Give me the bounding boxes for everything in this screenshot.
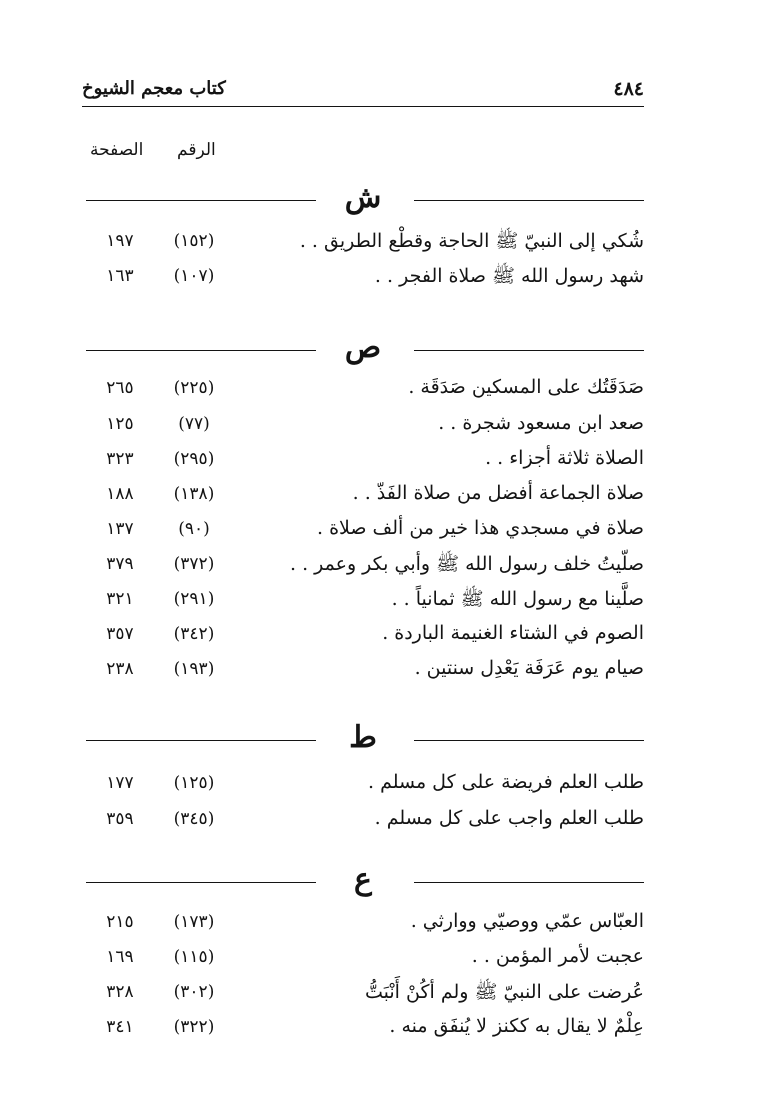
section-heading-ain: [82, 862, 644, 902]
index-entry: [82, 941, 644, 977]
entry-number: (١٥٢): [173, 231, 215, 251]
index-entry: [82, 443, 644, 479]
entry-text: صلَّينا مع رسول الله ﷺ ثمانياً . .: [391, 588, 644, 610]
book-title: كتاب معجم الشيوخ: [82, 78, 226, 99]
entry-page: ٣٢٣: [106, 449, 134, 469]
entry-page: ١٧٧: [106, 773, 134, 793]
entry-number: (٣٧٢): [173, 554, 215, 574]
index-entry: [82, 906, 644, 942]
entry-number: (١٧٣): [173, 912, 215, 932]
index-entry: [82, 372, 644, 408]
entry-page: ٢٣٨: [106, 659, 134, 679]
entry-page: ١٣٧: [106, 519, 134, 539]
entry-number: (٣٠٢): [173, 982, 215, 1002]
entry-number: (٢٢٥): [173, 378, 215, 398]
entry-text: صعد ابن مسعود شجرة . .: [438, 412, 644, 434]
entry-number: (٣٢٢): [173, 1017, 215, 1037]
entry-number: (١١٥): [173, 947, 215, 967]
index-entry: [82, 618, 644, 654]
entry-page: ٣٢٨: [106, 982, 134, 1002]
entry-text: عُرضت على النبيّ ﷺ ولم أكُنْ أَنْبَتُّ: [365, 981, 644, 1003]
entry-number: (١٣٨): [173, 484, 215, 504]
index-entry: [82, 803, 644, 839]
entry-text: شُكي إلى النبيّ ﷺ الحاجة وقطْع الطريق . .: [299, 230, 644, 252]
entry-number: (٩٠): [178, 519, 210, 539]
entry-page: ١٦٩: [106, 947, 134, 967]
entry-number: (٣٤٥): [173, 809, 215, 829]
entry-text: صلاة الجماعة أفضل من صلاة الفَذّ . .: [352, 482, 644, 504]
entry-number: (٣٤٢): [173, 624, 215, 644]
index-entry: [82, 976, 644, 1012]
index-entry: [82, 767, 644, 803]
section-letter: ش: [344, 180, 382, 215]
entry-number: (٧٧): [178, 414, 210, 434]
entry-text: صلّيتُ خلف رسول الله ﷺ وأبي بكر وعمر . .: [290, 553, 644, 575]
section-heading-sheen: [82, 180, 644, 220]
entry-page: ٣٧٩: [106, 554, 134, 574]
section-letter: ع: [354, 862, 372, 897]
index-entry: [82, 408, 644, 444]
entry-page: ٢٦٥: [106, 378, 134, 398]
entry-number: (١٩٣): [173, 659, 215, 679]
entry-page: ١٢٥: [106, 414, 134, 434]
entry-number: (١٠٧): [173, 266, 215, 286]
entry-text: الصوم في الشتاء الغنيمة الباردة .: [382, 622, 644, 644]
section-letter: ط: [349, 720, 377, 755]
entry-text: صلاة في مسجدي هذا خير من ألف صلاة .: [317, 517, 644, 539]
entry-text: العبّاس عمّي ووصيّي ووارثي .: [410, 910, 644, 932]
header-rule: [82, 106, 644, 107]
section-heading-ta: [82, 720, 644, 760]
entry-text: عِلْمٌ لا يقال به ككنز لا يُنفَق منه .: [389, 1015, 644, 1037]
entry-text: الصلاة ثلاثة أجزاء . .: [485, 447, 644, 469]
index-entry: [82, 583, 644, 619]
index-entry: [82, 225, 644, 261]
entry-number: (١٢٥): [173, 773, 215, 793]
index-entry: [82, 478, 644, 514]
index-entry: [82, 260, 644, 296]
entry-page: ٢١٥: [106, 912, 134, 932]
entry-text: شهد رسول الله ﷺ صلاة الفجر . .: [374, 265, 644, 287]
entry-page: ٣٥٩: [106, 809, 134, 829]
section-letter: ص: [344, 330, 382, 365]
section-heading-sad: [82, 330, 644, 370]
index-entry: [82, 548, 644, 584]
entry-text: عجبت لأمر المؤمن . .: [471, 945, 644, 967]
entry-number: (٢٩١): [173, 589, 215, 609]
index-entry: [82, 513, 644, 549]
page-header: [82, 72, 644, 104]
entry-page: ١٦٣: [106, 266, 134, 286]
page-column-label: الصفحة: [90, 140, 144, 160]
index-entry: [82, 1011, 644, 1047]
entry-text: طلب العلم فريضة على كل مسلم .: [368, 771, 644, 793]
entry-page: ٣٥٧: [106, 624, 134, 644]
entry-page: ٣٤١: [106, 1017, 134, 1037]
page-number: ٤٨٤: [613, 78, 644, 100]
entry-text: طلب العلم واجب على كل مسلم .: [374, 807, 644, 829]
entry-text: صَدَقَتُك على المسكين صَدَقَة .: [408, 376, 644, 398]
entry-page: ٣٢١: [106, 589, 134, 609]
column-labels: [82, 140, 282, 170]
entry-page: ١٨٨: [106, 484, 134, 504]
entry-text: صيام يوم عَرَفَة يَعْدِل سنتين .: [414, 657, 644, 679]
index-entry: [82, 653, 644, 689]
number-column-label: الرقم: [177, 140, 216, 160]
entry-page: ١٩٧: [106, 231, 134, 251]
entry-number: (٢٩٥): [173, 449, 215, 469]
